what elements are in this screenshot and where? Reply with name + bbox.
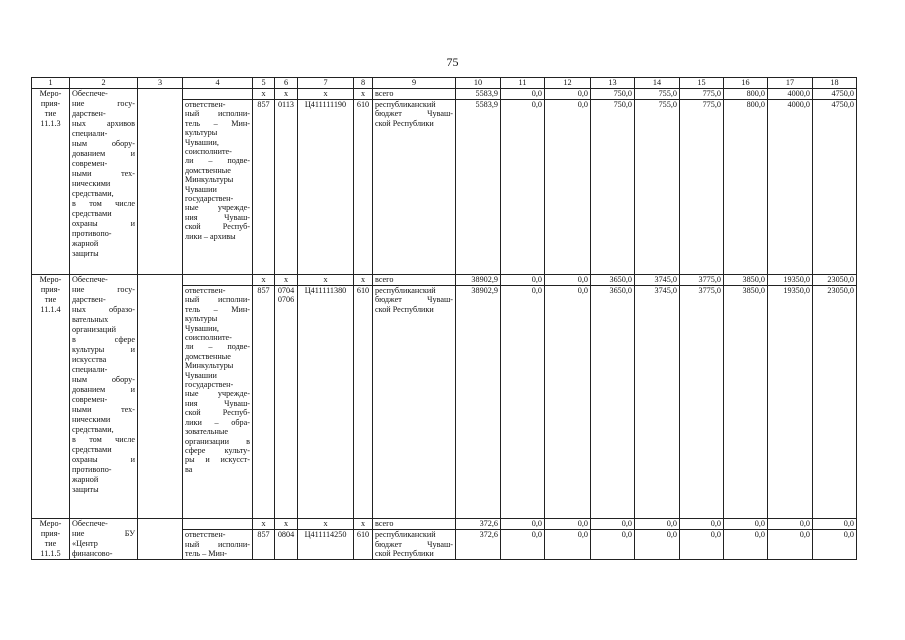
total-value-col-15: 775,0 [680,89,724,100]
funding-source-line: бюджет Чуваш- [375,109,453,119]
column-number-5: 5 [253,78,275,89]
event-description-line: в сфере [72,335,135,344]
responsible-executor-line: соисполните- [185,147,232,157]
value-col-13: 750,0 [591,100,635,275]
column-number-16: 16 [724,78,768,89]
total-value-col-17: 4000,0 [768,89,813,100]
responsible-executor-line: культуры [185,128,218,138]
event-description-line: финансово- [72,549,113,558]
target-article-code: Ц411114250 [298,530,354,560]
value-col-14: 0,0 [635,530,680,560]
event-number-line: тие [44,539,57,548]
event-description [70,275,138,519]
event-number-line: 11.1.3 [40,119,61,128]
value-col-17: 4000,0 [768,100,813,275]
goal-cell [138,89,183,275]
responsible-executor-line: Чувашии, [185,137,219,147]
funding-source-line: республиканский [375,286,436,295]
responsible-executor-line: Минкультуры [185,361,234,371]
responsible-executor-line: ответствен- [185,100,226,109]
funding-source [373,286,456,519]
column-number-8: 8 [354,78,373,89]
value-col-11: 0,0 [501,100,545,275]
funding-source [373,530,456,560]
column-number-2: 2 [70,78,138,89]
event-description-line: охраны и [72,219,135,228]
column-number-13: 13 [591,78,635,89]
responsible-executor-line: организации в [185,436,250,446]
column-number-10: 10 [456,78,501,89]
event-description-line: в том числе [72,199,135,208]
event-description-line: ными тех- [72,405,135,414]
responsible-executor-line: ской Респуб- [185,408,250,418]
goal-cell [138,275,183,519]
event-description-line: организаций [72,325,116,334]
event-total-row [32,275,857,286]
event-description-line: средствами [72,445,112,454]
total-value-col-12: 0,0 [545,519,591,530]
event-description-line: ническими [72,415,111,424]
funding-source-total: всего [373,89,456,100]
responsible-executor-line: ния Чуваш- [185,212,250,222]
event-description-line: противопо- [72,465,112,474]
target-article-total: x [298,275,354,286]
section-total: x [275,519,298,530]
value-col-12: 0,0 [545,100,591,275]
column-number-1: 1 [32,78,70,89]
value-col-14: 755,0 [635,100,680,275]
total-value-col-13: 750,0 [591,89,635,100]
responsible-executor-line: тель – Мин- [185,549,227,559]
event-description-line: ных архивов [72,119,135,128]
funding-source-total: всего [373,275,456,286]
expense-type-code: 610 [354,286,373,519]
column-number-6: 6 [275,78,298,89]
responsible-executor-line: тель – Мин- [185,304,250,314]
section-code: 0113 [275,100,298,275]
section-code: 0804 [275,530,298,560]
event-description-line: Обеспече- [72,519,108,528]
event-description-line: охраны и [72,455,135,464]
responsible-executor-line: ли – подве- [185,156,250,166]
column-number-15: 15 [680,78,724,89]
value-col-13: 0,0 [591,530,635,560]
expense-type-total: x [354,89,373,100]
total-value-col-18: 23050,0 [813,275,857,286]
event-description-line: специали- [72,129,108,138]
total-value-col-13: 3650,0 [591,275,635,286]
responsible-executor-line: государствен- [185,194,234,204]
event-description-line: жарной [72,239,99,248]
value-col-15: 3775,0 [680,286,724,519]
total-value-col-12: 0,0 [545,275,591,286]
total-value-col-18: 4750,0 [813,89,857,100]
column-number-7: 7 [298,78,354,89]
total-value-col-18: 0,0 [813,519,857,530]
event-description-line: защиты [72,249,99,258]
value-col-10: 38902,9 [456,286,501,519]
event-description-line: защиты [72,485,99,494]
target-article-total: x [298,519,354,530]
responsible-executor-line: Минкультуры [185,175,234,185]
responsible-executor-line: ва [185,464,193,474]
responsible-executor-line: государствен- [185,380,234,390]
total-value-col-14: 0,0 [635,519,680,530]
responsible-executor-line: ния Чуваш- [185,398,250,408]
event-description-line: ние БУ [72,529,135,538]
event-number-line: прия- [40,529,61,538]
total-value-col-16: 3850,0 [724,275,768,286]
value-col-18: 23050,0 [813,286,857,519]
responsible-executor-line: ный исполни- [185,109,250,119]
responsible-executor-line: ской Респуб- [185,222,250,232]
funding-source-line: республиканский [375,530,436,540]
funding-source-line: бюджет Чуваш- [375,539,453,549]
value-col-18: 4750,0 [813,100,857,275]
page-number: 75 [446,55,459,69]
section-code: 0704 0706 [275,286,298,519]
column-number-12: 12 [545,78,591,89]
funding-source-line: бюджет Чуваш- [375,295,453,305]
total-value-col-13: 0,0 [591,519,635,530]
event-description-line: ническими [72,179,111,188]
event-description-line: ние госу- [72,285,135,294]
event-description [70,89,138,275]
grbs-code: 857 [253,100,275,275]
event-description-line: дарствен- [72,109,106,118]
column-number-3: 3 [138,78,183,89]
event-description-line: ным обору- [72,139,135,148]
event-description-line: Обеспече- [72,275,108,284]
event-description-line: в том числе [72,435,135,444]
total-value-col-15: 0,0 [680,519,724,530]
grbs-code: 857 [253,286,275,519]
section-total: x [275,275,298,286]
event-number [32,89,70,275]
value-col-16: 3850,0 [724,286,768,519]
value-col-14: 3745,0 [635,286,680,519]
responsible-executor-line: ный исполни- [185,539,250,549]
event-description-line: ние госу- [72,99,135,108]
section-total: x [275,89,298,100]
responsible-executor-line: ные учрежде- [185,389,250,399]
column-number-17: 17 [768,78,813,89]
grbs-total: x [253,519,275,530]
event-description-line: дованием и [72,149,135,158]
total-value-col-12: 0,0 [545,89,591,100]
event-description-line: противопо- [72,229,112,238]
event-description [70,519,138,560]
event-description-line: дованием и [72,385,135,394]
event-number-line: тие [44,295,57,304]
target-article-total: x [298,89,354,100]
responsible-executor-line: сфере культу- [185,445,250,455]
value-col-10: 372,6 [456,530,501,560]
total-value-col-11: 0,0 [501,519,545,530]
event-description-line: ными тех- [72,169,135,178]
goal-cell [138,519,183,560]
event-description-line: жарной [72,475,99,484]
event-description-line: искусства [72,355,107,364]
value-col-15: 0,0 [680,530,724,560]
value-col-12: 0,0 [545,286,591,519]
responsible-executor-line: ры и искусст- [185,455,250,465]
total-value-col-11: 0,0 [501,275,545,286]
event-total-row [32,519,857,530]
total-value-col-17: 19350,0 [768,275,813,286]
event-number [32,519,70,560]
responsible-executor-line: лики – обра- [185,417,250,427]
responsible-executor [183,530,253,560]
value-col-17: 19350,0 [768,286,813,519]
expense-type-total: x [354,275,373,286]
total-value-col-17: 0,0 [768,519,813,530]
responsible-executor-line: ный исполни- [185,295,250,305]
responsible-empty [183,519,253,530]
expense-type-code: 610 [354,100,373,275]
total-value-col-15: 3775,0 [680,275,724,286]
event-description-line: средствами [72,209,112,218]
total-value-col-16: 0,0 [724,519,768,530]
event-description-line: средствами, [72,189,114,198]
target-article-code: Ц411111190 [298,100,354,275]
grbs-code: 857 [253,530,275,560]
responsible-empty [183,275,253,286]
budget-table [31,77,857,560]
grbs-total: x [253,89,275,100]
expense-type-total: x [354,519,373,530]
responsible-executor-line: Чувашии [185,370,217,380]
event-number-line: тие [44,109,57,118]
responsible-executor-line: культуры [185,314,218,324]
event-description-line: культуры и [72,345,135,354]
column-number-row [32,78,857,89]
event-description-line: средствами, [72,425,114,434]
event-description-line: Обеспече- [72,89,108,98]
event-description-line: ным обору- [72,375,135,384]
event-number-line: 11.1.5 [40,549,61,558]
funding-source-line: республиканский [375,100,436,109]
event-description-line: современ- [72,395,108,404]
event-number-line: Меро- [39,275,62,284]
column-number-14: 14 [635,78,680,89]
event-number-line: прия- [40,99,61,108]
total-value-col-14: 755,0 [635,89,680,100]
event-description-line: «Центр [72,539,98,548]
value-col-17: 0,0 [768,530,813,560]
responsible-executor-line: Чувашии [185,184,217,194]
total-value-col-16: 800,0 [724,89,768,100]
event-number-line: Меро- [39,89,62,98]
responsible-executor-line: соисполните- [185,333,232,343]
responsible-executor-line: зовательные [185,427,229,437]
value-col-11: 0,0 [501,530,545,560]
value-col-15: 775,0 [680,100,724,275]
total-value-col-14: 3745,0 [635,275,680,286]
funding-source-line: ской Республики [375,549,434,559]
responsible-executor-line: ответствен- [185,530,226,540]
responsible-executor [183,286,253,519]
column-number-11: 11 [501,78,545,89]
event-description-line: специали- [72,365,108,374]
event-number-line: 11.1.4 [40,305,61,314]
funding-source-line: ской Республики [375,118,434,128]
responsible-executor-line: домственные [185,165,231,175]
target-article-code: Ц411111380 [298,286,354,519]
value-col-18: 0,0 [813,530,857,560]
responsible-executor-line: ответствен- [185,286,226,295]
total-value-col-11: 0,0 [501,89,545,100]
responsible-empty [183,89,253,100]
event-number-line: Меро- [39,519,62,528]
responsible-executor-line: ли – подве- [185,342,250,352]
value-col-16: 0,0 [724,530,768,560]
event-description-line: ных образо- [72,305,135,314]
value-col-16: 800,0 [724,100,768,275]
value-col-10: 5583,9 [456,100,501,275]
value-col-11: 0,0 [501,286,545,519]
value-col-12: 0,0 [545,530,591,560]
total-value-col-10: 5583,9 [456,89,501,100]
grbs-total: x [253,275,275,286]
responsible-executor-line: Чувашии, [185,323,219,333]
column-number-4: 4 [183,78,253,89]
column-number-9: 9 [373,78,456,89]
responsible-executor-line: тель – Мин- [185,118,250,128]
total-value-col-10: 38902,9 [456,275,501,286]
funding-source-total: всего [373,519,456,530]
responsible-executor [183,100,253,275]
responsible-executor-line: ные учрежде- [185,203,250,213]
responsible-executor-line: лики – архивы [185,231,236,241]
responsible-executor-line: домственные [185,351,231,361]
funding-source [373,100,456,275]
event-description-line: вательных [72,315,109,324]
event-description-line: современ- [72,159,108,168]
event-number [32,275,70,519]
expense-type-code: 610 [354,530,373,560]
total-value-col-10: 372,6 [456,519,501,530]
value-col-13: 3650,0 [591,286,635,519]
column-number-18: 18 [813,78,857,89]
event-total-row [32,89,857,100]
funding-source-line: ской Республики [375,304,434,314]
event-description-line: дарствен- [72,295,106,304]
event-number-line: прия- [40,285,61,294]
